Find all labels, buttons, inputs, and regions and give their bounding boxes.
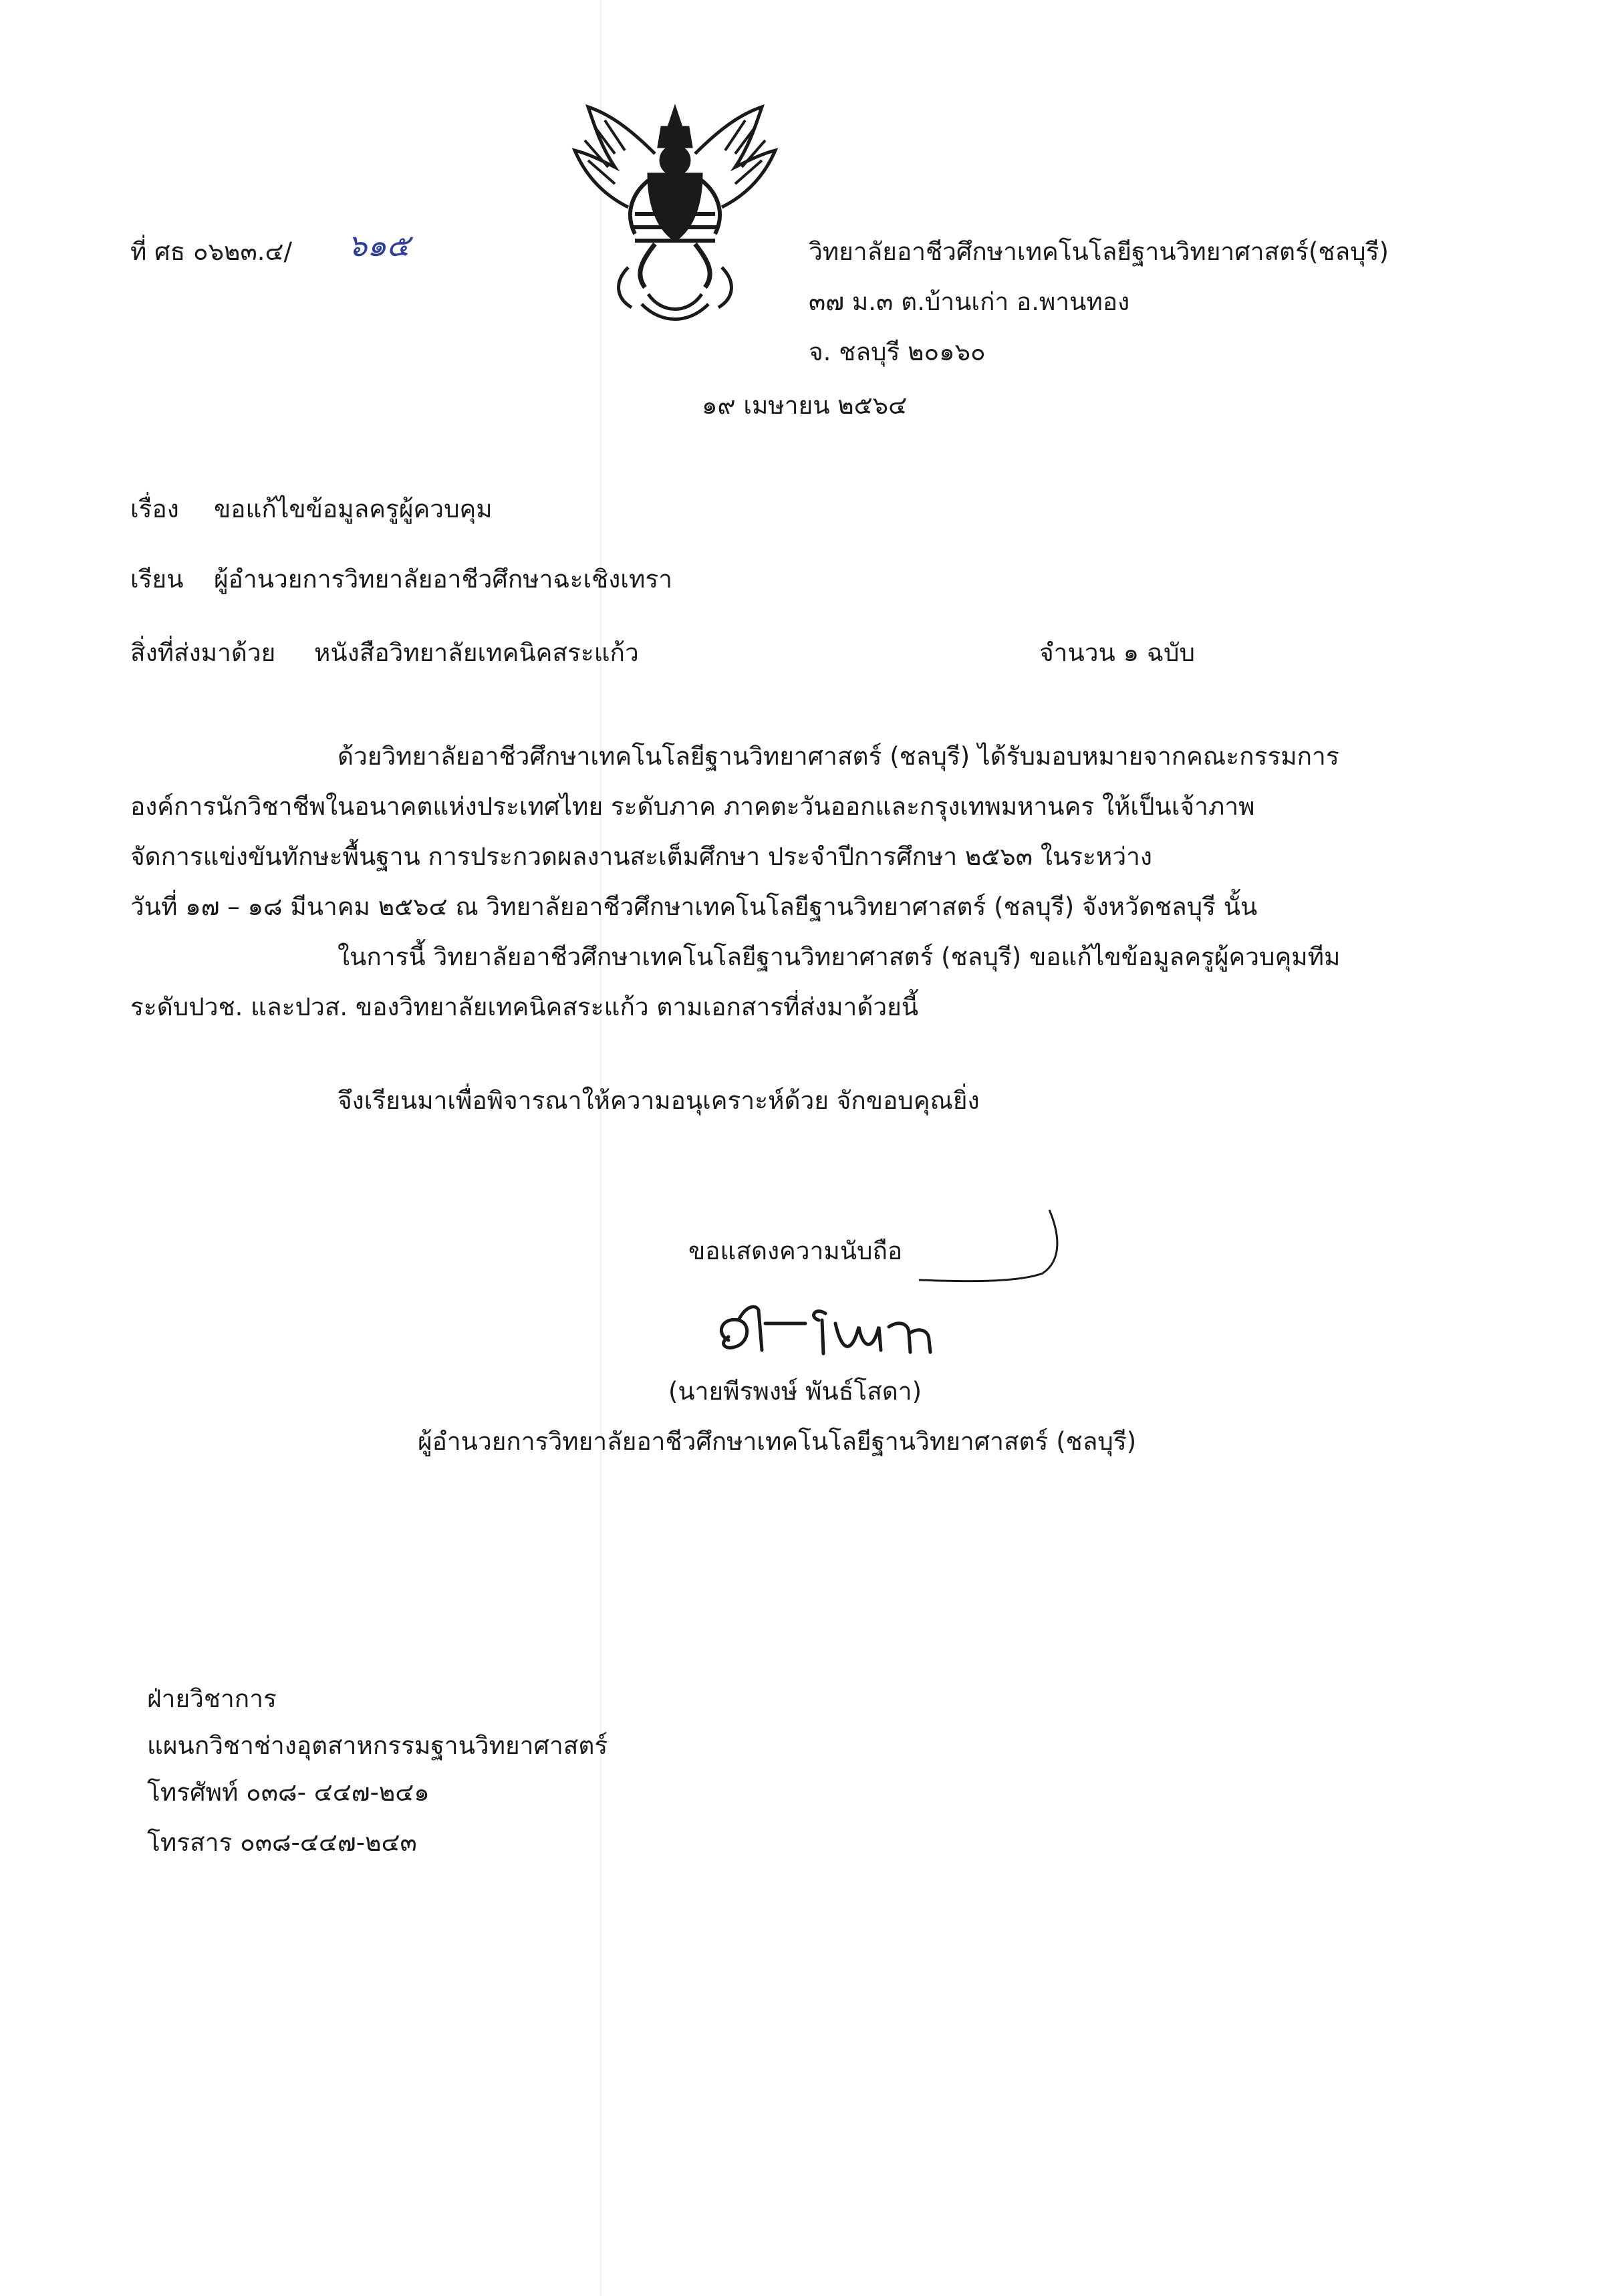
enclosure-count: จำนวน ๑ ฉบับ [1039, 638, 1196, 667]
org-name: วิทยาลัยอาชีวศึกษาเทคโนโลยีฐานวิทยาศาสตร์(ชลบุรี) [809, 237, 1389, 266]
enclosure: หนังสือวิทยาลัยเทคนิคสระแก้ว [314, 638, 639, 667]
signature-flourish [916, 1206, 1069, 1287]
body-p2-line2: ระดับปวช. และปวส. ของวิทยาลัยเทคนิคสระแก้ว ตามเอกสารที่ส่งมาด้วยนี้ [130, 993, 919, 1021]
body-p1-line4: วันที่ ๑๗ – ๑๘ มีนาคม ๒๕๖๔ ณ วิทยาลัยอาชีวศึกษาเทคโนโลยีฐานวิทยาศาสตร์ (ชลบุรี) จังหวัดชลบุรี นั้น [130, 892, 1258, 921]
subject: ขอแก้ไขข้อมูลครูผู้ควบคุม [214, 495, 493, 523]
footer-department: ฝ่ายวิชาการ [147, 1684, 277, 1713]
fold-line [600, 0, 601, 2296]
to-label: เรียน [130, 565, 184, 594]
footer-division: แผนกวิชาช่างอุตสาหกรรมฐานวิทยาศาสตร์ [147, 1731, 608, 1760]
body-p1-line3: จัดการแข่งขันทักษะพื้นฐาน การประกวดผลงานสะเต็มศึกษา ประจำปีการศึกษา ๒๕๖๓ ในระหว่าง [130, 842, 1152, 871]
letter-date: ๑๙ เมษายน ๒๕๖๔ [702, 391, 908, 420]
footer-fax: โทรสาร ๐๓๘-๔๔๗-๒๔๓ [147, 1828, 417, 1857]
regards: ขอแสดงความนับถือ [688, 1237, 903, 1265]
closing-request: จึงเรียนมาเพื่อพิจารณาให้ความอนุเคราะห์ด้วย จักขอบคุณยิ่ง [338, 1086, 980, 1115]
signatory-position: ผู้อำนวยการวิทยาลัยอาชีวศึกษาเทคโนโลยีฐานวิทยาศาสตร์ (ชลบุรี) [418, 1427, 1137, 1456]
footer-phone: โทรศัพท์ ๐๓๘- ๔๔๗-๒๔๑ [147, 1778, 430, 1807]
body-p2-line1: ในการนี้ วิทยาลัยอาชีวศึกษาเทคโนโลยีฐานวิทยาศาสตร์ (ชลบุรี) ขอแก้ไขข้อมูลครูผู้ควบคุมทีม [338, 942, 1341, 971]
signatory-name: (นายพีรพงษ์ พันธ์โสดา) [668, 1377, 922, 1406]
subject-label: เรื่อง [130, 495, 179, 523]
body-p1-line1: ด้วยวิทยาลัยอาชีวศึกษาเทคโนโลยีฐานวิทยาศาสตร์ (ชลบุรี) ได้รับมอบหมายจากคณะกรรมการ [338, 742, 1339, 771]
reference-number: ที่ ศธ ๐๖๒๓.๔/ [130, 237, 292, 266]
body-p1-line2: องค์การนักวิชาชีพในอนาคตแห่งประเทศไทย ระดับภาค ภาคตะวันออกและกรุงเทพมหานคร ให้เป็นเจ้าภาพ [130, 792, 1255, 821]
enclosure-label: สิ่งที่ส่งมาด้วย [130, 638, 276, 667]
handwritten-ref-number: ๖๑๕ [348, 227, 410, 263]
org-address-line2: จ. ชลบุรี ๒๐๑๖๐ [809, 338, 986, 366]
recipient: ผู้อำนวยการวิทยาลัยอาชีวศึกษาฉะเชิงเทรา [214, 565, 672, 594]
org-address-line1: ๓๗ ม.๓ ต.บ้านเก่า อ.พานทอง [809, 287, 1130, 316]
handwritten-signature [708, 1293, 956, 1370]
garuda-emblem-icon [568, 100, 782, 328]
